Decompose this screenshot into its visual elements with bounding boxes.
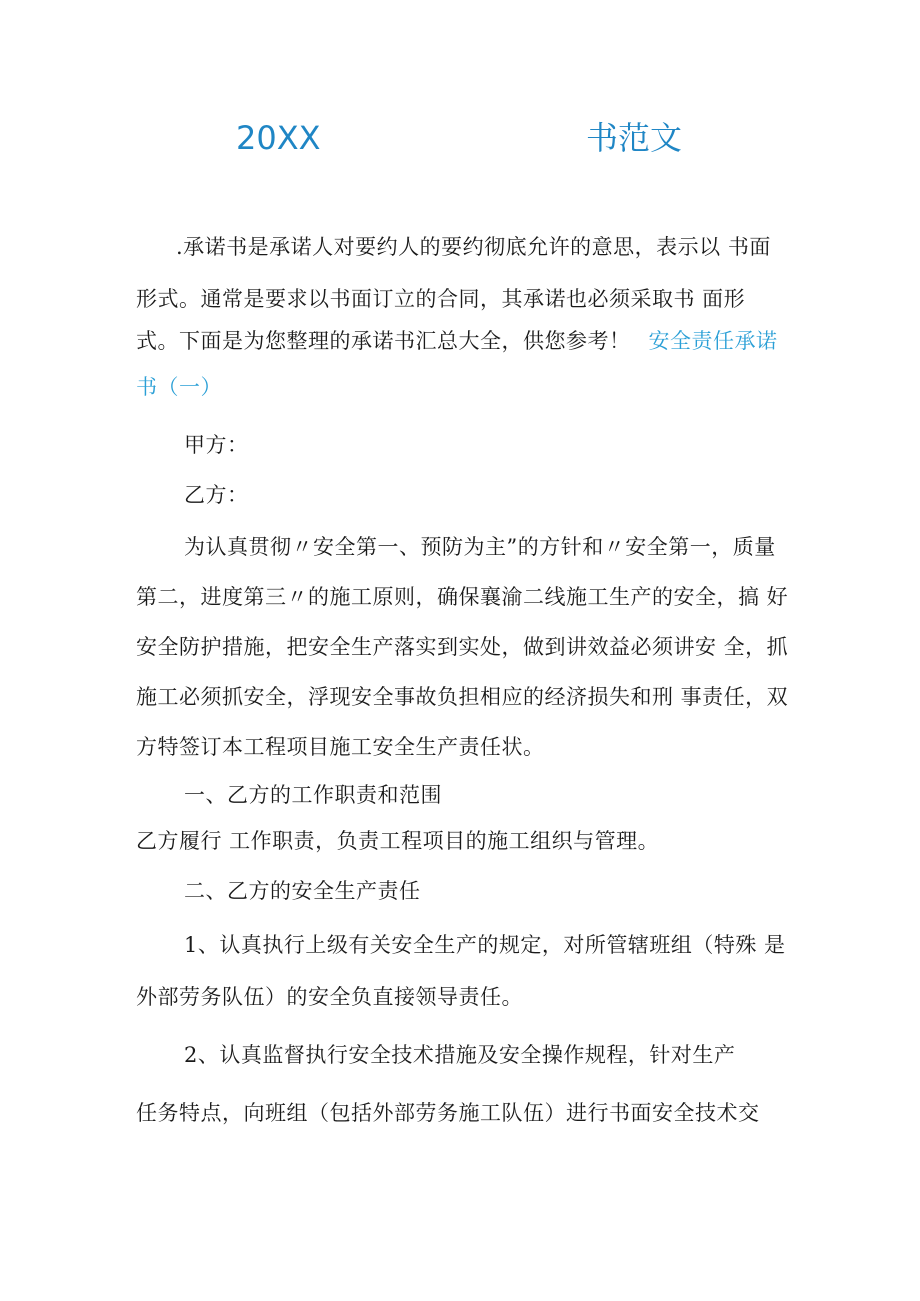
title-year: 20XX — [236, 119, 321, 157]
party-a-label: 甲方： — [184, 433, 249, 457]
section-link-part-1[interactable]: 安全责任承诺 — [648, 329, 778, 353]
body-line-5: 方特签订本工程项目施工安全生产责任状。 — [136, 735, 545, 759]
body-line-3: 安全防护措施，把安全生产落实到实处，做到讲效益必须讲安 全，抓 — [136, 635, 789, 659]
intro-line-1: .承诺书是承诺人对要约人的要约彻底允许的意思，表示以 书面 — [176, 235, 771, 259]
section-2-item-1-line-2: 外部劳务队伍）的安全负直接领导责任。 — [136, 985, 523, 1009]
intro-line-3 — [136, 326, 778, 356]
section-2-item-1-line-1: 1、认真执行上级有关安全生产的规定，对所管辖班组（特殊 是 — [184, 933, 786, 957]
party-b-label: 乙方： — [184, 483, 249, 507]
intro-line-2: 形式。通常是要求以书面订立的合同，其承诺也必须采取书 面形 — [136, 287, 746, 311]
title-text: 书范文 — [586, 119, 683, 157]
section-link-part-2[interactable]: 书（一） — [136, 375, 222, 399]
section-1-text: 乙方履行 工作职责，负责工程项目的施工组织与管理。 — [136, 829, 660, 853]
body-line-2: 第二，进度第三〃的施工原则，确保襄渝二线施工生产的安全，搞 好 — [136, 585, 789, 609]
body-line-1: 为认真贯彻〃安全第一、预防为主”的方针和〃安全第一，质量 — [184, 535, 776, 559]
intro-line-3-text: 式。下面是为您整理的承诺书汇总大全，供您参考！ — [136, 329, 631, 353]
section-2-item-2-line-1: 2、认真监督执行安全技术措施及安全操作规程，针对生产 — [184, 1043, 736, 1067]
section-2-item-2-line-2: 任务特点，向班组（包括外部劳务施工队伍）进行书面安全技术交 — [136, 1101, 760, 1125]
section-1-heading: 一、乙方的工作职责和范围 — [184, 783, 442, 807]
section-2-heading: 二、乙方的安全生产责任 — [184, 879, 421, 903]
body-line-4: 施工必须抓安全，浮现安全事故负担相应的经济损失和刑 事责任，双 — [136, 685, 789, 709]
